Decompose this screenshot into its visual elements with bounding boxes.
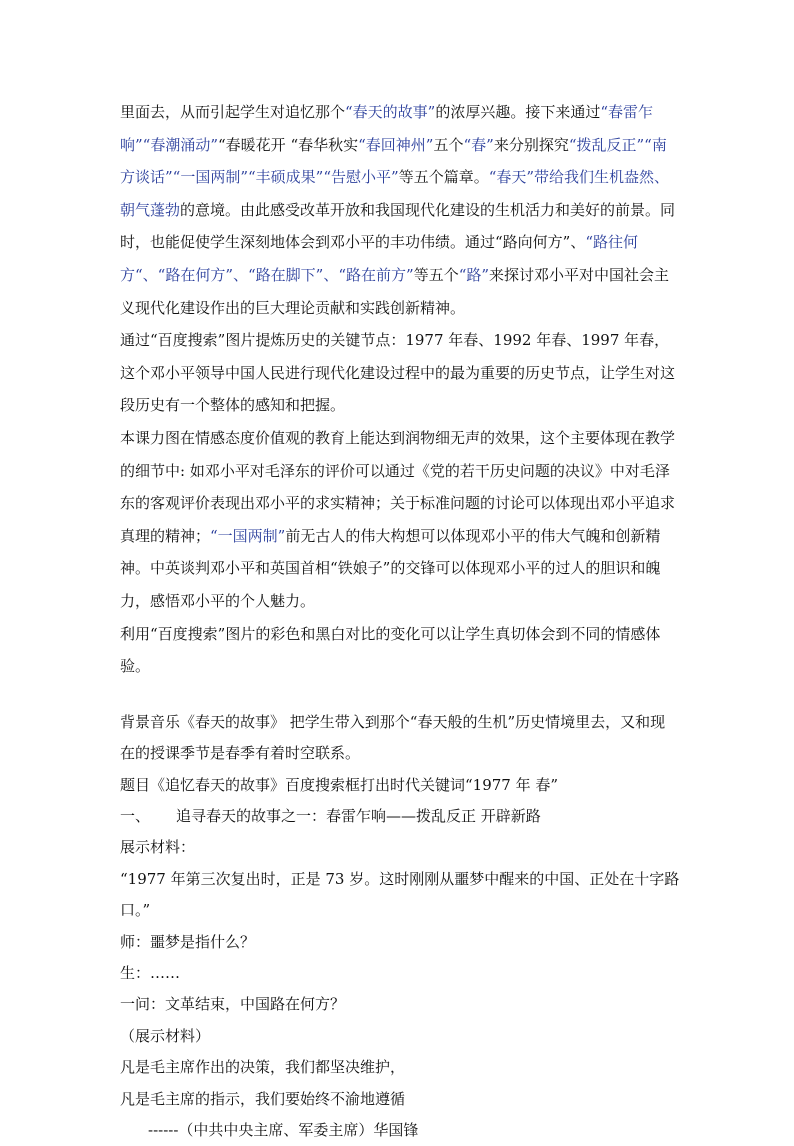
highlighted-text: “一国两制” (210, 526, 286, 545)
text-run: 等五个篇章。 (398, 168, 489, 187)
highlighted-text: “春天的故事” (345, 103, 436, 121)
section-number: 一、 (120, 806, 151, 825)
text-run: 前无古人的伟大构想可以体现邓小平的伟大气魄和创新精神。中英谈判邓小平和英国首相“铁娘子”的交锋可以体现邓小平的过人的胆识和魄力，感悟邓小平的个人魅力。 (120, 526, 661, 610)
body-paragraph-1 (120, 96, 680, 324)
document-page (120, 96, 680, 1146)
section-title: 追寻春天的故事之一：春雷乍响——拨乱反正 开辟新路 (176, 806, 541, 825)
highlighted-text: “春” (463, 135, 494, 154)
text-run: “路向何方”、 (495, 233, 586, 252)
text-run: 五个 (433, 135, 464, 154)
text-run: “春华秋实 (290, 135, 359, 154)
quote-line-2: 凡是毛主席的指示，我们要始终不渝地遵循 (120, 1089, 406, 1108)
text-run: 来探讨邓小平对中国社会主义现代化建设作出的巨大理论贡献和实践创新精神。 (120, 265, 670, 317)
highlighted-text: “春回神州” (358, 135, 434, 154)
text-run: “春暖花开 (218, 135, 291, 154)
material-quote: “1977 年第三次复出时，正是 73 岁。这时刚刚从噩梦中醒来的中国、正处在十字路口。” (120, 869, 680, 920)
text-run: 的意境。由此感受改革开放和我国现代化建设的生机活力和美好的前景。同时，也能促使学生深刻地体会到邓小平的丰功伟绩。通过 (120, 200, 676, 252)
top-paragraphs (120, 96, 680, 683)
title-search-line: 题目《追忆春天的故事》百度搜索框打出时代关键词“1977 年 春” (120, 775, 559, 794)
teacher-question: 师：噩梦是指什么？ (120, 932, 256, 951)
body-paragraph-3 (120, 422, 680, 618)
text-run: 来分别探究 (493, 135, 569, 154)
student-answer: 生：…… (120, 963, 181, 982)
bottom-section (120, 707, 680, 1146)
section-heading-1 (120, 801, 680, 832)
quote-attribution: ------（中共中央主席、军委主席）华国锋 (148, 1120, 419, 1139)
text-run: 里面去，从而引起学生对追忆那个 (120, 103, 346, 121)
highlighted-text: “春天”带给我们生机盎然、朝气蓬勃 (120, 168, 670, 219)
highlighted-text: “路” (458, 265, 490, 284)
paragraph-gap (120, 683, 680, 707)
text-run: 利用“百度搜索”图片的彩色和黑白对比的变化可以让学生真切体会到不同的情感体验。 (120, 624, 661, 676)
highlighted-text: “拨乱反正”“南方谈话”“一国两制”“丰硕成果”“告慰小平” (120, 135, 667, 187)
body-paragraph-2 (120, 324, 680, 422)
background-music-line: 背景音乐《春天的故事》 把学生带入到那个“春天般的生机”历史情境里去，又和现在的授课季节是春季有着时空联系。 (120, 712, 666, 763)
text-run: 本课力图在情感态度价值观的教育上能达到润物细无声的效果，这个主要体现在教学的细节中: 如邓小平对毛泽东的评价可以通过《党的若干历史问题的决议》中对毛泽东的客观评价表现出邓小平的求实精神；关于标准问题的讨论可以体现出邓小平追求真理的精神； (120, 428, 676, 545)
first-question: 一问：文革结束，中国路在何方？ (120, 995, 346, 1014)
show-material-label: 展示材料： (120, 838, 196, 857)
highlighted-text: “路往何方“、“路在何方”、“路在脚下”、“路在前方” (120, 233, 639, 284)
body-paragraph-4 (120, 618, 680, 683)
text-run: 的浓厚兴趣。接下来通过 (435, 103, 601, 121)
text-run: 通过“百度搜索”图片提炼历史的关键节点：1977 年春、1992 年春、1997 年春，这个邓小平领导中国人民进行现代化建设过程中的最为重要的历史节点，让学生对这段历史有一个整体的感知和把握。 (120, 331, 676, 415)
text-run: 等五个 (413, 265, 459, 284)
highlighted-text: “春雷乍响”“春潮涌动” (120, 103, 654, 154)
show-material-paren: （展示材料） (120, 1026, 211, 1045)
quote-line-1: 凡是毛主席作出的决策，我们都坚决维护， (120, 1058, 406, 1077)
